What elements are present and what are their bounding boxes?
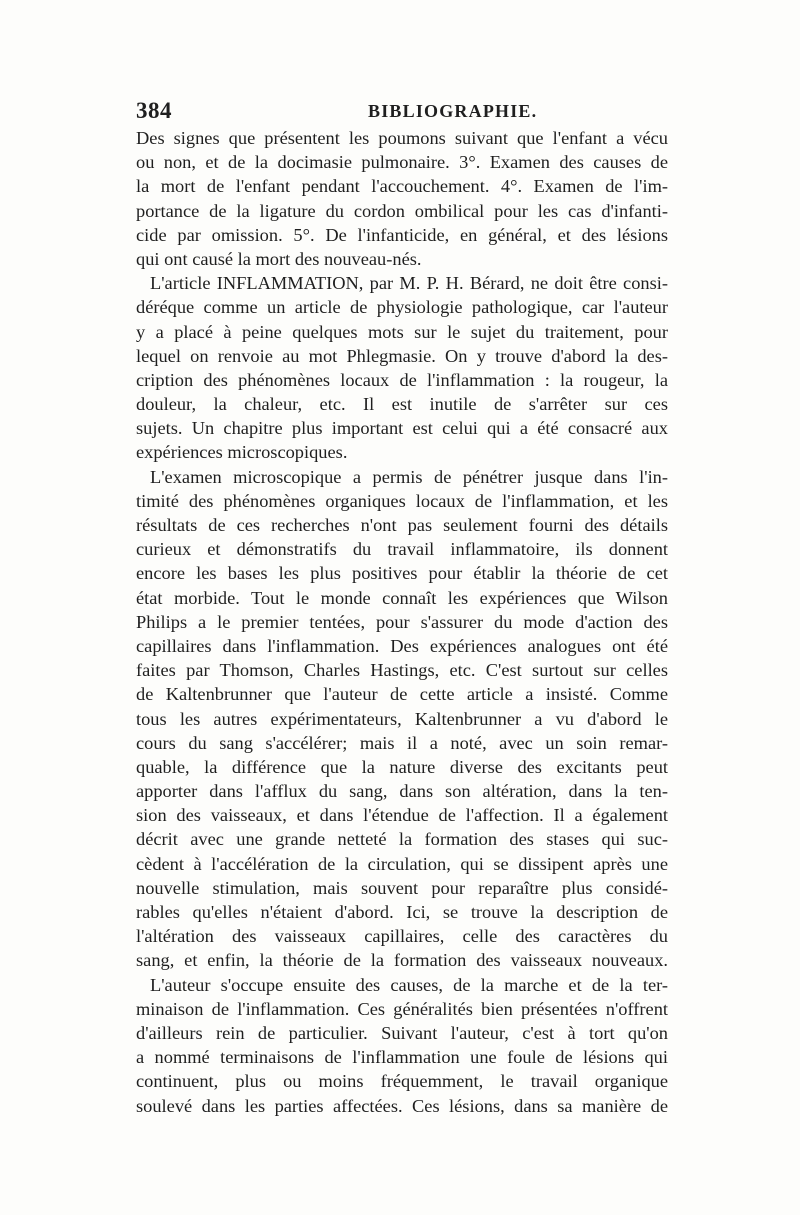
text-line: expériences microscopiques. xyxy=(136,442,348,463)
text-line: de Kaltenbrunner que l'auteur de cette article a insisté. Comme xyxy=(136,684,668,705)
text-line: faites par Thomson, Charles Hastings, etc. C'est surtout sur celles xyxy=(136,660,668,681)
text-line: état morbide. Tout le monde connaît les expériences que Wilson xyxy=(136,587,668,608)
text-line: sujets. Un chapitre plus important est celui qui a été consacré aux xyxy=(136,418,668,439)
text-line: cide par omission. 5°. De l'infanticide, en général, et des lésions xyxy=(136,224,668,245)
text-line: timité des phénomènes organiques locaux de l'inflammation, et les xyxy=(136,490,668,511)
text-line: minaison de l'inflammation. Ces généralités bien présentées n'offrent xyxy=(136,998,668,1019)
text-line: sang, et enfin, la théorie de la formation des vaisseaux nouveaux. xyxy=(136,950,668,971)
text-line: qui ont causé la mort des nouveau-nés. xyxy=(136,248,422,269)
text-line: la mort de l'enfant pendant l'accouchement. 4°. Examen de l'im- xyxy=(136,176,668,197)
text-line: cèdent à l'accélération de la circulation, qui se dissipent après une xyxy=(136,853,668,874)
text-line: lequel on renvoie au mot Phlegmasie. On y trouve d'abord la des- xyxy=(136,345,668,366)
text-line: curieux et démonstratifs du travail inflammatoire, ils donnent xyxy=(136,539,668,560)
body-text xyxy=(136,126,668,1118)
text-line: résultats de ces recherches n'ont pas seulement fourni des détails xyxy=(136,515,668,535)
text-line: rables qu'elles n'étaient d'abord. Ici, se trouve la description de xyxy=(136,902,668,922)
text-line: douleur, la chaleur, etc. Il est inutile de s'arrêter sur ces xyxy=(136,394,668,415)
text-line: Des signes que présentent les poumons suivant que l'enfant a vécu xyxy=(136,128,668,148)
text-line: encore les bases les plus positives pour établir la théorie de cet xyxy=(136,563,668,584)
text-line: tous les autres expérimentateurs, Kaltenbrunner a vu d'abord le xyxy=(136,708,668,729)
text-line: cours du sang s'accélérer; mais il a noté, avec un soin remar- xyxy=(136,732,668,753)
text-line: l'altération des vaisseaux capillaires, celle des caractères du xyxy=(136,926,668,947)
page-number: 384 xyxy=(136,98,172,123)
text-line: L'auteur s'occupe ensuite des causes, de la marche et de la ter- xyxy=(150,974,668,995)
text-line: d'ailleurs rein de particulier. Suivant l'auteur, c'est à tort qu'on xyxy=(136,1022,668,1043)
text-line: y a placé à peine quelques mots sur le sujet du traitement, pour xyxy=(136,321,668,342)
text-line: apporter dans l'afflux du sang, dans son altération, dans la ten- xyxy=(136,781,668,802)
text-line: décrit avec une grande netteté la formation des stases qui suc- xyxy=(136,829,668,850)
text-line: capillaires dans l'inflammation. Des expériences analogues ont été xyxy=(136,635,668,656)
text-line: soulevé dans les parties affectées. Ces lésions, dans sa manière de xyxy=(136,1095,668,1116)
text-line: Philips a le premier tentées, pour s'assurer du mode d'action des xyxy=(136,611,668,632)
text-line: continuent, plus ou moins fréquemment, le travail organique xyxy=(136,1071,668,1092)
text-line: a nommé terminaisons de l'inflammation une foule de lésions qui xyxy=(136,1047,668,1068)
text-line: quable, la différence que la nature diverse des excitants peut xyxy=(136,756,668,777)
running-title: BIBLIOGRAPHIE. xyxy=(368,101,538,121)
text-line: ou non, et de la docimasie pulmonaire. 3°. Examen des causes de xyxy=(136,152,668,173)
text-line: L'article INFLAMMATION, par M. P. H. Bérard, ne doit être consi- xyxy=(150,273,668,294)
text-line: nouvelle stimulation, mais souvent pour reparaître plus considé- xyxy=(136,877,668,898)
text-line: déréque comme un article de physiologie pathologique, car l'auteur xyxy=(136,297,668,318)
page-header xyxy=(136,98,668,128)
text-line: sion des vaisseaux, et dans l'étendue de l'affection. Il a également xyxy=(136,805,668,826)
text-line: portance de la ligature du cordon ombilical pour les cas d'infanti- xyxy=(136,200,668,221)
text-line: L'examen microscopique a permis de pénétrer jusque dans l'in- xyxy=(150,466,668,487)
text-line: cription des phénomènes locaux de l'inflammation : la rougeur, la xyxy=(136,369,668,390)
